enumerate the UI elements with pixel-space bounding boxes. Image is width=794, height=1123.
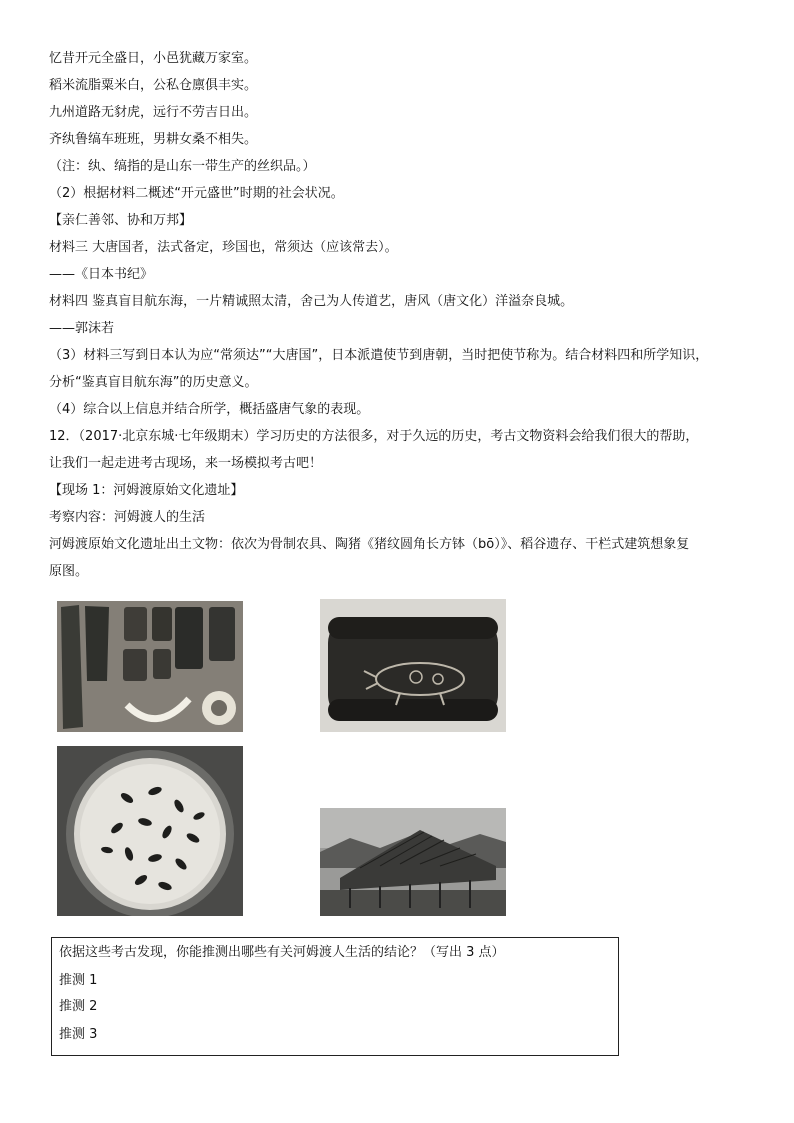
artifacts-line-2: 原图。 — [49, 564, 89, 579]
guess-1: 推测 1 — [59, 973, 98, 988]
pig-pattern-bowl-photo — [320, 599, 506, 732]
section-heading: 【亲仁善邻、协和万邦】 — [49, 213, 193, 228]
question-4: （4）综合以上信息并结合所学，概括盛唐气象的表现。 — [49, 402, 370, 417]
investigation-content: 考察内容：河姆渡人的生活 — [49, 510, 206, 525]
poem-note: （注：纨、缟指的是山东一带生产的丝织品。） — [49, 159, 316, 174]
artifacts-line-1: 河姆渡原始文化遗址出土文物：依次为骨制农具、陶猪《猪纹圆角长方钵（bō）》、稻谷遗存、干栏式建筑想象复 — [49, 537, 690, 552]
poem-line-3: 九州道路无豺虎，远行不劳吉日出。 — [49, 105, 258, 120]
material-3-source: ——《日本书纪》 — [49, 267, 154, 282]
guess-3: 推测 3 — [59, 1027, 98, 1042]
poem-line-1: 忆昔开元全盛日，小邑犹藏万家室。 — [49, 51, 258, 66]
question-2: （2）根据材料二概述“开元盛世”时期的社会状况。 — [49, 186, 344, 201]
question-12-line-1: 12．（2017·北京东城·七年级期末）学习历史的方法很多，对于久远的历史，考古文物资料会给我们很大的帮助， — [49, 429, 699, 444]
poem-line-2: 稻米流脂粟米白，公私仓廪俱丰实。 — [49, 78, 258, 93]
question-12-line-2: 让我们一起走进考古现场，来一场模拟考古吧！ — [49, 456, 323, 471]
answer-prompt: 依据这些考古发现，你能推测出哪些有关河姆渡人生活的结论？（写出 3 点） — [59, 945, 505, 960]
poem-line-4: 齐纨鲁缟车班班，男耕女桑不相失。 — [49, 132, 258, 147]
material-3: 材料三 大唐国者，法式备定，珍国也，常须达（应该常去）。 — [49, 240, 398, 255]
material-4: 材料四 鉴真盲目航东海，一片精诚照太清，舍己为人传道艺，唐风（唐文化）洋溢奈良城。 — [49, 294, 574, 309]
rice-remains-photo — [57, 746, 243, 916]
stilt-house-photo — [320, 808, 506, 916]
question-3-line-2: 分析“鉴真盲目航东海”的历史意义。 — [49, 375, 258, 390]
answer-box — [51, 937, 619, 1056]
bone-farm-tools-photo — [57, 601, 243, 732]
question-3-line-1: （3）材料三写到日本认为应“常须达”“大唐国”，日本派遣使节到唐朝，当时把使节称为。结合材料四和所学知识， — [49, 348, 709, 363]
material-4-source: ——郭沫若 — [49, 321, 115, 336]
guess-2: 推测 2 — [59, 999, 98, 1014]
site-heading: 【现场 1：河姆渡原始文化遗址】 — [49, 483, 244, 498]
